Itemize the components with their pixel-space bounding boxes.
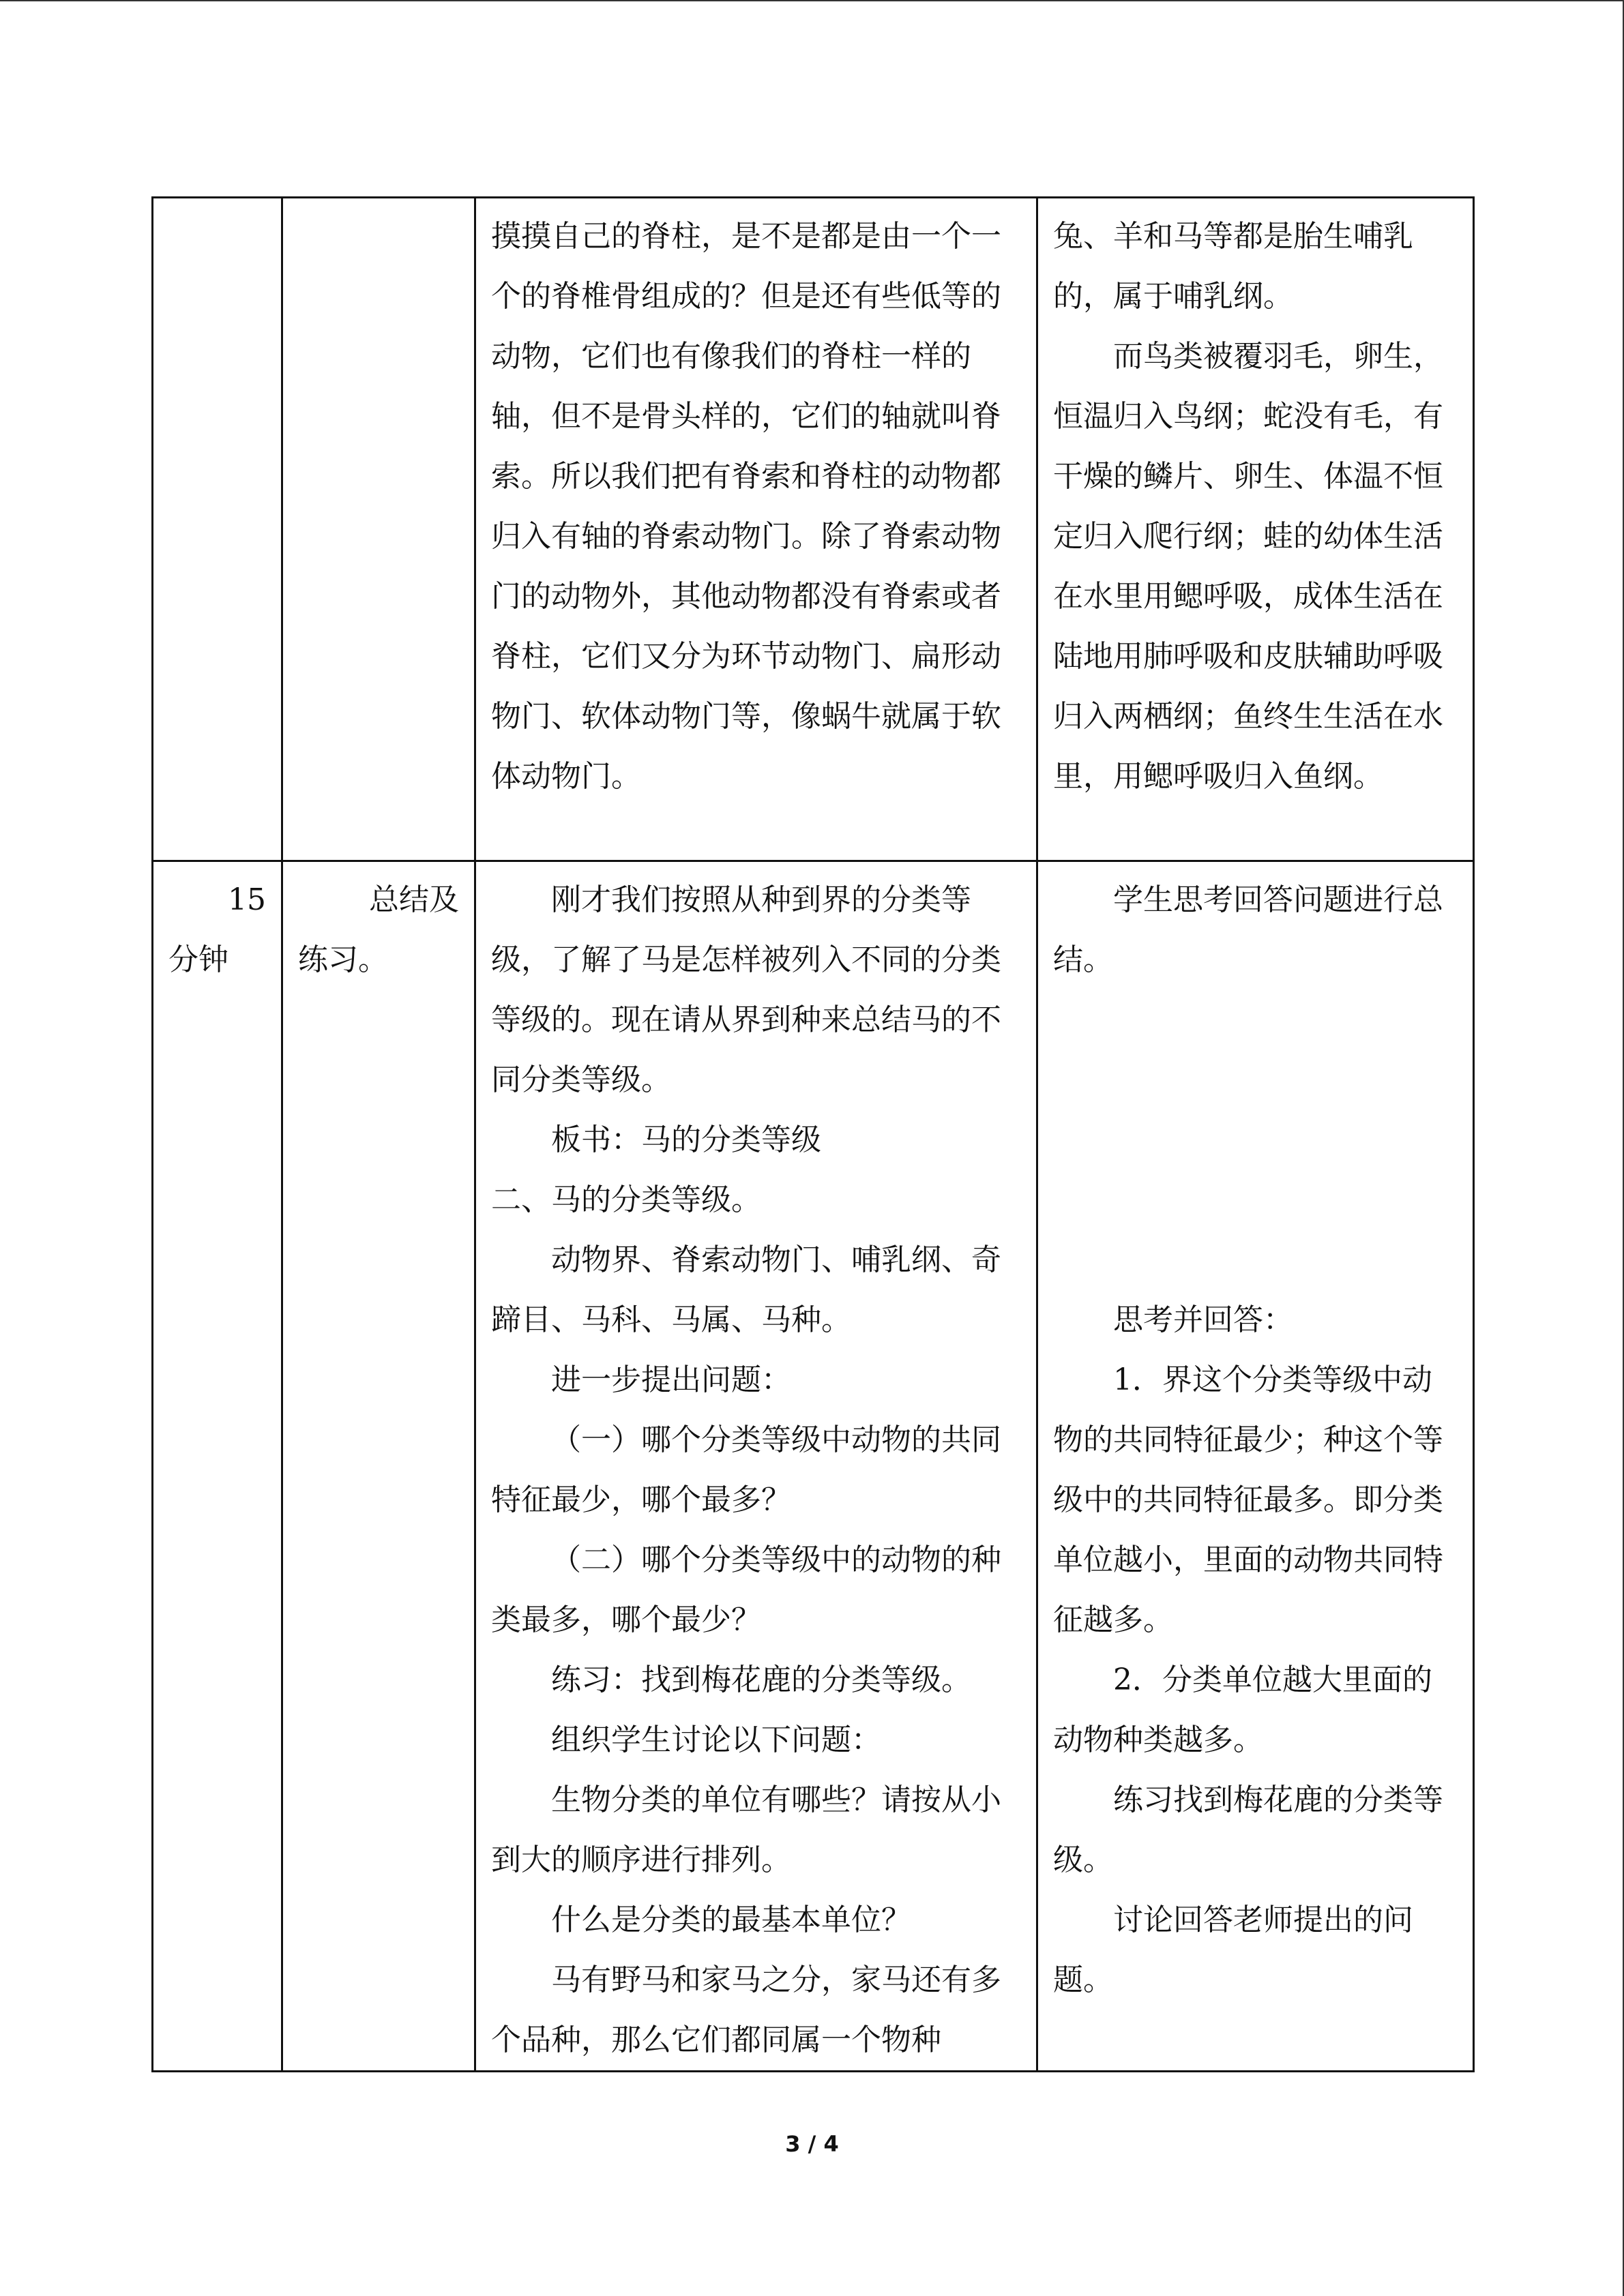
teacher-paragraph: 组织学生讨论以下问题： [551,1723,881,1757]
student-activity-cell [1037,861,1474,2072]
teacher-paragraph: （二）哪个分类等级中的动物的种类最多，哪个最少？ [491,1542,1001,1637]
student-paragraph: 2．分类单位越大里面的动物种类越多。 [1053,1663,1432,1757]
stage-title: 总结及 [369,882,459,917]
time-value: 15 [228,882,266,917]
lesson-plan-table [151,196,1475,2072]
student-paragraph: 思考并回答： [1113,1302,1293,1337]
teacher-paragraph: 进一步提出问题： [551,1362,791,1397]
table-row [153,861,1474,2072]
student-paragraph: 讨论回答老师提出的问题。 [1053,1903,1413,1997]
time-cell [153,198,282,861]
teacher-paragraph: 什么是分类的最基本单位？ [551,1903,911,1937]
teacher-paragraph: 练习：找到梅花鹿的分类等级。 [551,1663,971,1697]
student-paragraph: 练习找到梅花鹿的分类等级。 [1053,1783,1443,1877]
stage-cell [282,198,475,861]
teacher-activity-cell [475,861,1037,2072]
student-paragraph: 1．界这个分类等级中动物的共同特征最少；种这个等级中的共同特征最多。即分类单位越小，里面的动物共同特征越多。 [1053,1362,1443,1637]
teacher-paragraph: 生物分类的单位有哪些？请按从小到大的顺序进行排列。 [491,1783,1001,1877]
teacher-paragraph: 摸摸自己的脊柱，是不是都是由一个一个的脊椎骨组成的？但是还有些低等的动物，它们也有像我们的脊柱一样的轴，但不是骨头样的，它们的轴就叫脊索。所以我们把有脊索和脊柱的动物都归入有轴的脊索动物门。除了脊索动物门的动物外，其他动物都没有脊索或者脊柱，它们又分为环节动物门、扁形动物门、软体动物门等，像蜗牛就属于软体动物门。 [491,219,1001,794]
stage-title-cont: 练习。 [298,942,388,977]
teacher-paragraph: 动物界、脊索动物门、哺乳纲、奇蹄目、马科、马属、马种。 [491,1242,1001,1337]
student-paragraph: 学生思考回答问题进行总结。 [1053,882,1443,977]
table-row [153,198,1474,861]
teacher-paragraph: （一）哪个分类等级中动物的共同特征最少，哪个最多？ [491,1422,1001,1517]
student-paragraph: 兔、羊和马等都是胎生哺乳的，属于哺乳纲。 [1053,219,1413,314]
spacer [1053,990,1458,1290]
teacher-activity-cell [475,198,1037,861]
stage-cell [282,861,475,2072]
teacher-paragraph: 二、马的分类等级。 [491,1182,761,1217]
teacher-paragraph: 板书：马的分类等级 [551,1122,821,1157]
time-cell [153,861,282,2072]
teacher-paragraph: 刚才我们按照从种到界的分类等级，了解了马是怎样被列入不同的分类等级的。现在请从界到种来总结马的不同分类等级。 [491,882,1001,1097]
teacher-paragraph: 马有野马和家马之分，家马还有多个品种，那么它们都同属一个物种 [491,1963,1001,2057]
time-unit: 分钟 [168,942,228,977]
student-paragraph: 而鸟类被覆羽毛，卵生，恒温归入鸟纲；蛇没有毛，有干燥的鳞片、卵生、体温不恒定归入爬行纲；蛙的幼体生活在水里用鳃呼吸，成体生活在陆地用肺呼吸和皮肤辅助呼吸归入两栖纲；鱼终生生活在水里，用鳃呼吸归入鱼纲。 [1053,339,1443,794]
student-activity-cell [1037,198,1474,861]
page-number: 3 / 4 [785,2131,839,2157]
